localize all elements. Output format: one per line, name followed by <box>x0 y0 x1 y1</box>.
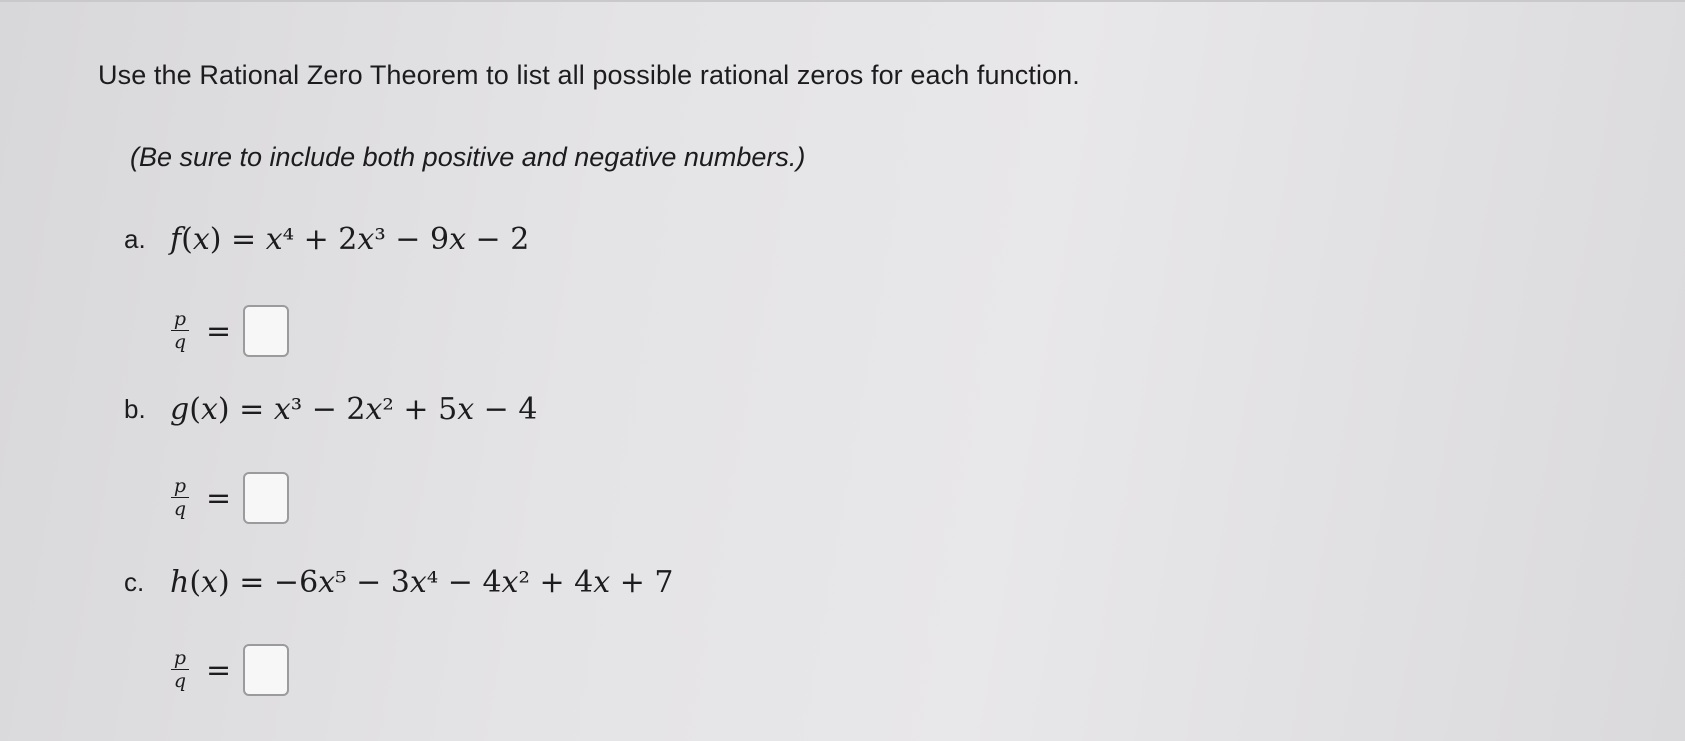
answer-row-a <box>168 296 289 366</box>
problem-a <box>124 209 529 269</box>
answer-row-c <box>168 635 289 705</box>
function-expression: g(x) = x³ − 2x² + 5x − 4 <box>170 391 538 427</box>
problem-b <box>124 379 537 439</box>
fraction-numerator: p <box>171 310 189 331</box>
answer-row-b <box>168 463 289 533</box>
question-note: (Be sure to include both positive and negative numbers.) <box>130 142 806 172</box>
problem-letter: c. <box>124 566 145 597</box>
p-over-q-fraction <box>168 649 192 691</box>
equals-sign: = <box>206 652 232 688</box>
answer-input-a[interactable] <box>243 305 289 357</box>
answer-input-c[interactable] <box>243 644 289 696</box>
answer-input-b[interactable] <box>243 472 289 524</box>
equals-sign: = <box>206 480 232 516</box>
fraction-denominator: q <box>173 331 187 353</box>
function-expression: f(x) = x⁴ + 2x³ − 9x − 2 <box>170 221 530 257</box>
fraction-numerator: p <box>171 649 189 670</box>
problem-letter: b. <box>124 393 146 424</box>
question-instructions: Use the Rational Zero Theorem to list all possible rational zeros for each function. <box>98 60 1080 90</box>
fraction-numerator: p <box>171 477 189 498</box>
function-expression: h(x) = −6x⁵ − 3x⁴ − 4x² + 4x + 7 <box>170 564 674 600</box>
equals-sign: = <box>206 313 232 349</box>
p-over-q-fraction <box>168 310 192 352</box>
problem-letter: a. <box>124 223 146 254</box>
fraction-denominator: q <box>173 670 187 692</box>
p-over-q-fraction <box>168 477 192 519</box>
problem-c <box>124 552 673 612</box>
fraction-denominator: q <box>173 498 187 520</box>
